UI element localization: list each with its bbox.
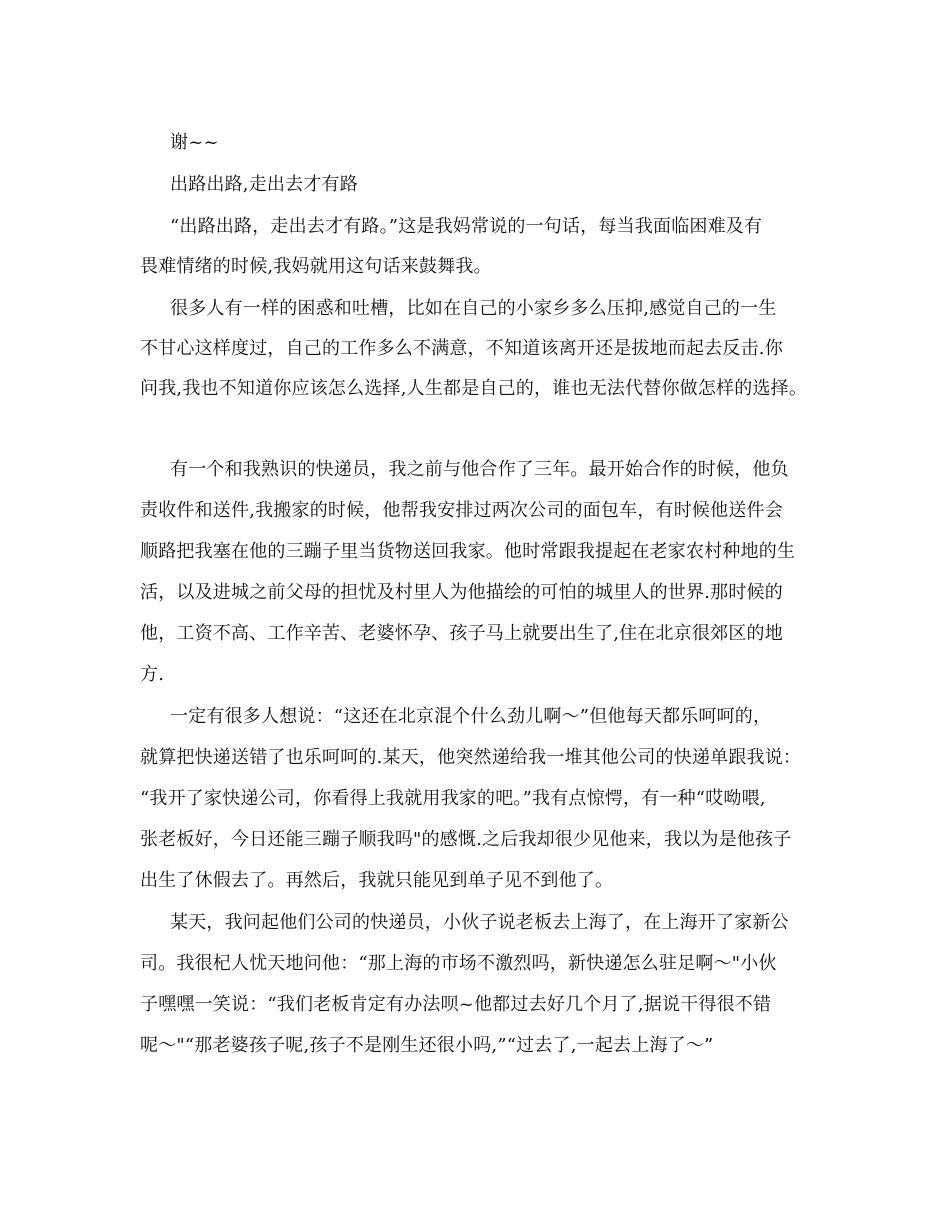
text-line: 活，以及进城之前父母的担忧及村里人为他描绘的可怕的城里人的世界.那时候的 [140, 582, 783, 603]
text-line: 方. [140, 664, 165, 685]
text-line: 一定有很多人想说：“这还在北京混个什么劲儿啊～”但他每天都乐呵呵的， [170, 706, 772, 727]
text-line: 出生了休假去了。再然后，我就只能见到单子见不到他了。 [140, 870, 614, 891]
text-line: 问我,我也不知道你应该怎么选择,人生都是自己的，谁也无法代替你做怎样的选择。 [140, 378, 808, 399]
text-line: “出路出路，走出去才有路。”这是我妈常说的一句话，每当我面临困难及有 [170, 216, 763, 237]
text-line: 很多人有一样的困惑和吐槽，比如在自己的小家乡多么压抑,感觉自己的一生 [170, 298, 777, 319]
text-line: 子嘿嘿一笑说：“我们老板肯定有办法呗~他都过去好几个月了,据说干得很不错 [140, 994, 772, 1015]
text-line: 司。我很杞人忧天地问他：“那上海的市场不激烈吗，新快递怎么驻足啊～"小伙 [140, 953, 777, 974]
text-line: 他，工资不高、工作辛苦、老婆怀孕、孩子马上就要出生了,住在北京很郊区的地 [140, 623, 783, 644]
text-line: 有一个和我熟识的快递员，我之前与他合作了三年。最开始合作的时候，他负 [170, 459, 789, 480]
text-line: 谢~~ [170, 132, 219, 153]
text-line: 责收件和送件,我搬家的时候，他帮我安排过两次公司的面包车，有时候他送件会 [140, 500, 783, 521]
text-line: 呢～"“那老婆孩子呢,孩子不是刚生还很小吗,”“过去了,一起去上海了～” [140, 1035, 714, 1056]
text-line: 张老板好，今日还能三蹦子顺我吗"的感慨.之后我却很少见他来，我以为是他孩子 [140, 829, 792, 850]
section-heading: 出路出路,走出去才有路 [170, 174, 358, 195]
text-line: 畏难情绪的时候,我妈就用这句话来鼓舞我。 [140, 256, 492, 277]
text-line: “我开了家快递公司，你看得上我就用我家的吧。”我有点惊愕，有一种“哎呦喂, [140, 788, 766, 809]
text-line: 顺路把我塞在他的三蹦子里当货物送回我家。他时常跟我提起在老家农村种地的生 [140, 541, 796, 562]
text-line: 就算把快递送错了也乐呵呵的.某天，他突然递给我一堆其他公司的快递单跟我说： [140, 747, 802, 768]
text-line: 不甘心这样度过，自己的工作多么不满意，不知道该离开还是拔地而起去反击.你 [140, 338, 783, 359]
text-line: 某天，我问起他们公司的快递员，小伙子说老板去上海了，在上海开了家新公 [170, 912, 789, 933]
